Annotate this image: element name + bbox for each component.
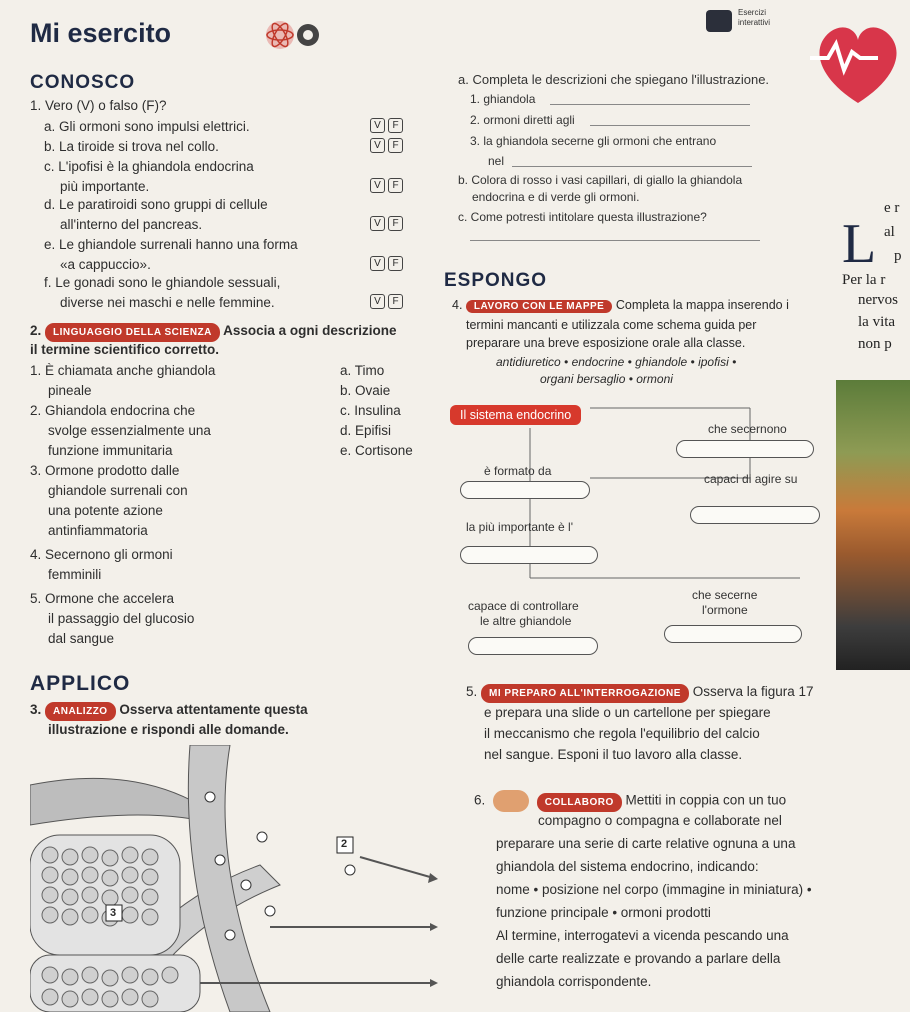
q4-text-3: preparare una breve esposizione orale alla classe. [466, 336, 746, 350]
side-dropcap: L [842, 213, 877, 275]
q4-heading [452, 298, 789, 313]
q6-number: 6. [474, 792, 486, 808]
illus-label-3: 3 [110, 907, 117, 919]
q5-text-line: il meccanismo che regola l'equilibrio del calcio [484, 726, 760, 741]
q1-item-text: c. L'ipofisi è la ghiandola endocrina [44, 159, 254, 174]
page-title: Mi esercito [30, 18, 172, 48]
q4-badge: LAVORO CON LE MAPPE [466, 300, 612, 313]
q5-heading [466, 683, 814, 703]
q2-option[interactable]: d. Epifisi [340, 423, 392, 438]
q2-item-text: svolge essenzialmente una [48, 423, 211, 438]
q2-title: Associa a ogni descrizione [223, 323, 397, 338]
section-conosco: CONOSCO [30, 72, 136, 93]
q2-heading [30, 322, 396, 342]
q2-option[interactable]: a. Timo [340, 363, 385, 378]
q1-title: 1. Vero (V) o falso (F)? [30, 98, 167, 113]
side-frag: p [894, 248, 902, 264]
q3-text-1: Osserva attentamente questa [119, 702, 308, 717]
q6-text-line: delle carte realizzate e provando a parlare della [496, 951, 781, 966]
q2-item-text: pineale [48, 383, 92, 398]
q2-item-text: 5. Ormone che accelera [30, 591, 175, 606]
q6-text-line: preparare una serie di carte relative ognuna a una [496, 836, 796, 851]
q2-item-text: una potente azione [48, 503, 163, 518]
q2-item-text: antinfiammatoria [48, 523, 148, 538]
map-answer-box[interactable] [690, 506, 820, 524]
heart-pulse-icon [808, 18, 908, 108]
q2-item-text: il passaggio del glucosio [48, 611, 195, 626]
qb-text-1: b. Colora di rosso i vasi capillari, di giallo la ghiandola [458, 173, 743, 187]
q6-text-line: compagno o compagna e collaborate nel [538, 813, 782, 828]
q5-text-1: Osserva la figura 17 [692, 684, 814, 699]
qa-item-3b: nel [488, 154, 505, 168]
q5-badge: MI PREPARO ALL'INTERROGAZIONE [481, 684, 689, 703]
false-checkbox[interactable]: F [388, 118, 403, 133]
side-frag: Per la r [842, 272, 886, 288]
endocrine-illustration [30, 745, 440, 1012]
q1-item-text: e. Le ghiandole surrenali hanno una forma [44, 237, 298, 252]
q4-text-1: Completa la mappa inserendo i [615, 298, 789, 312]
q6-heading [474, 790, 786, 812]
q2-title-2: il termine scientifico corretto. [30, 342, 220, 357]
true-checkbox[interactable]: V [370, 294, 385, 309]
q4-terms-1: antidiuretico • endocrine • ghiandole • ipofisi • [496, 355, 737, 369]
map-la-piu: la più importante è l' [466, 520, 574, 534]
q1-item-text: all'interno del pancreas. [60, 217, 203, 232]
exercises-label: Esercizi [738, 8, 767, 17]
q3-number: 3. [30, 702, 42, 717]
true-false-options[interactable] [370, 118, 403, 133]
q1-item-text: d. Le paratiroidi sono gruppi di cellule [44, 197, 268, 212]
q3-badge: ANALIZZO [45, 702, 116, 721]
q2-item-text: 3. Ormone prodotto dalle [30, 463, 180, 478]
q6-text-line: nome • posizione nel corpo (immagine in miniatura) • [496, 882, 812, 897]
q4-number: 4. [452, 298, 463, 312]
answer-line[interactable] [590, 125, 750, 126]
map-capaci: capaci di agire su [704, 472, 798, 486]
side-frag: e r [884, 200, 900, 216]
q2-item-text: funzione immunitaria [48, 443, 173, 458]
illus-label-2: 2 [341, 838, 348, 850]
map-answer-box[interactable] [468, 637, 598, 655]
atom-icon [262, 14, 322, 56]
false-checkbox[interactable]: F [388, 216, 403, 231]
interactive-label: interattivi [738, 18, 771, 27]
qa-item-3: 3. la ghiandola secerne gli ormoni che entrano [470, 134, 717, 148]
q2-number: 2. [30, 323, 42, 338]
true-false-options[interactable] [370, 256, 403, 271]
true-checkbox[interactable]: V [370, 216, 385, 231]
true-checkbox[interactable]: V [370, 138, 385, 153]
q4-terms-2: organi bersaglio • ormoni [540, 372, 673, 386]
q5-text-line: nel sangue. Esponi il tuo lavoro alla classe. [484, 747, 743, 762]
pencil-icon [706, 10, 732, 32]
q2-item-text: femminili [48, 567, 102, 582]
q6-text-1: Mettiti in coppia con un tuo [625, 792, 787, 808]
side-frag: la vita [858, 314, 896, 330]
false-checkbox[interactable]: F [388, 256, 403, 271]
true-false-options[interactable] [370, 294, 403, 309]
map-ormone: l'ormone [702, 603, 748, 617]
q1-item-text: diverse nei maschi e nelle femmine. [60, 295, 275, 310]
map-capace: capace di controllare [468, 599, 579, 613]
true-false-options[interactable] [370, 138, 403, 153]
map-che-secernono: che secernono [708, 422, 787, 436]
map-answer-box[interactable] [460, 481, 590, 499]
answer-line[interactable] [550, 104, 750, 105]
q2-item-text: dal sangue [48, 631, 115, 646]
q6-text-line: funzione principale • ormoni prodotti [496, 905, 711, 920]
q5-number: 5. [466, 684, 478, 699]
map-answer-box[interactable] [664, 625, 802, 643]
true-false-options[interactable] [370, 178, 403, 193]
side-frag: nervos [858, 292, 898, 308]
q2-option[interactable]: b. Ovaie [340, 383, 391, 398]
q2-item-text: 2. Ghiandola endocrina che [30, 403, 196, 418]
q2-badge: LINGUAGGIO DELLA SCIENZA [45, 323, 220, 342]
q2-item-text: 1. È chiamata anche ghiandola [30, 363, 216, 378]
false-checkbox[interactable]: F [388, 178, 403, 193]
q3-text-2: illustrazione e rispondi alle domande. [48, 722, 289, 737]
answer-line[interactable] [512, 166, 752, 167]
qa-item-2: 2. ormoni diretti agli [470, 113, 575, 127]
true-false-options[interactable] [370, 216, 403, 231]
q1-item-text: «a cappuccio». [60, 257, 151, 272]
section-espongo: ESPONGO [444, 270, 548, 291]
q5-text-line: e prepara una slide o un cartellone per spiegare [484, 705, 771, 720]
false-checkbox[interactable]: F [388, 138, 403, 153]
qa-item-1: 1. ghiandola [470, 92, 536, 106]
qa-text: a. Completa le descrizioni che spiegano l'illustrazione. [458, 72, 770, 87]
qb-text-2: endocrina e di verde gli ormoni. [472, 190, 640, 204]
true-checkbox[interactable]: V [370, 178, 385, 193]
true-checkbox[interactable]: V [370, 256, 385, 271]
q1-item-text: più importante. [60, 179, 150, 194]
q2-item-text: ghiandole surrenali con [48, 483, 188, 498]
map-root: Il sistema endocrino [450, 405, 581, 425]
qc-text: c. Come potresti intitolare questa illustrazione? [458, 210, 707, 224]
map-che-secerne: che secerne [692, 588, 758, 602]
section-applico: APPLICO [30, 672, 131, 695]
q6-text-line: Al termine, interrogatevi a vicenda pescando una [496, 928, 789, 943]
side-frag: non p [858, 336, 892, 352]
q3-heading [30, 701, 308, 721]
collab-icon [493, 790, 529, 812]
q1-item-text: a. Gli ormoni sono impulsi elettrici. [44, 119, 250, 134]
q2-item-text: 4. Secernono gli ormoni [30, 547, 173, 562]
q6-text-line: ghiandola del sistema endocrino, indicando: [496, 859, 759, 874]
map-altre: le altre ghiandole [480, 614, 572, 628]
map-answer-box[interactable] [676, 440, 814, 458]
true-checkbox[interactable]: V [370, 118, 385, 133]
q1-item-text: f. Le gonadi sono le ghiandole sessuali, [44, 275, 281, 290]
q2-option[interactable]: c. Insulina [340, 403, 401, 418]
map-answer-box[interactable] [460, 546, 598, 564]
interactive-exercises-badge[interactable] [706, 6, 776, 36]
map-formato-da: è formato da [484, 464, 552, 478]
q1-item-text: b. La tiroide si trova nel collo. [44, 139, 219, 154]
side-frag: al [884, 224, 895, 240]
answer-line[interactable] [470, 240, 760, 241]
side-photo [836, 380, 910, 670]
q6-badge: COLLABORO [537, 793, 622, 812]
q2-option[interactable]: e. Cortisone [340, 443, 413, 458]
q4-text-2: termini mancanti e utilizzala come schema guida per [466, 318, 757, 332]
q6-text-line: ghiandola corrispondente. [496, 974, 652, 989]
false-checkbox[interactable]: F [388, 294, 403, 309]
